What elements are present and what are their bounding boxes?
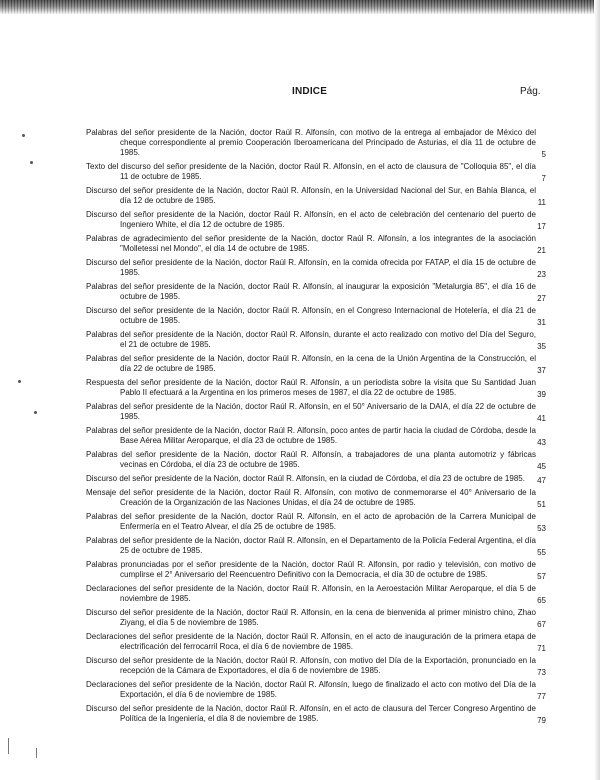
toc-entry-page-number: 31 (537, 318, 546, 327)
page-column-label: Pág. (520, 86, 541, 97)
toc-entry-title: Palabras del señor presidente de la Nación, doctor Raúl R. Alfonsín, al inaugurar la exposición "Metalurgia 85", el día 16 de octubre de 1985. (86, 282, 536, 301)
toc-entry-title: Mensaje del señor presidente de la Nación, doctor Raúl R. Alfonsín, con motivo de conmemorarse el 40° Aniversario de la Creación de la Organización de las Naciones Unidas, el día 24 de octubre de 1985. (86, 488, 536, 507)
toc-entry-page-number: 39 (537, 390, 546, 399)
toc-entry-title: Declaraciones del señor presidente de la Nación, doctor Raúl R. Alfonsín, en el acto de inauguración de la primera etapa de electrificación del ferrocarril Roca, el día 6 de noviembre de 1985. (86, 632, 536, 651)
toc-entry-page-number: 67 (537, 620, 546, 629)
toc-entry-page-number: 71 (537, 644, 546, 653)
crop-mark (8, 738, 9, 754)
toc-entry (86, 680, 546, 700)
toc-entry-title: Declaraciones del señor presidente de la Nación, doctor Raúl R. Alfonsín, luego de finalizado el acto con motivo del Día de la Exportación, el día 6 de noviembre de 1985. (86, 680, 536, 699)
toc-entry-title: Palabras del señor presidente de la Nación, doctor Raúl R. Alfonsín, durante el acto realizado con motivo del Día del Seguro, el 21 de octubre de 1985. (86, 330, 536, 349)
toc-entry (86, 282, 546, 302)
toc-entry-title: Palabras pronunciadas por el señor presidente de la Nación, doctor Raúl R. Alfonsín, por radio y televisión, con motivo de cumplirse el 2° Aniversario del Reencuentro Definitivo con la Democracia, el día 30 de octubre de 1985. (86, 560, 536, 579)
toc-entry (86, 162, 546, 182)
toc-entry (86, 306, 546, 326)
toc-entry-page-number: 77 (537, 692, 546, 701)
toc-entry-page-number: 35 (537, 342, 546, 351)
toc-entry (86, 402, 546, 422)
toc-entry-page-number: 43 (537, 438, 546, 447)
toc-entry-page-number: 73 (537, 668, 546, 677)
toc-entry-title: Palabras del señor presidente de la Nación, doctor Raúl R. Alfonsín, con motivo de la entrega al embajador de México del cheque correspondiente al premio Cooperación Iberoamericana del Principado de Asturias, el día 11 de octubre de 1985. (86, 128, 536, 157)
toc-entry-page-number: 11 (537, 198, 546, 207)
toc-entry-page-number: 45 (537, 462, 546, 471)
toc-entry-title: Palabras del señor presidente de la Nación, doctor Raúl R. Alfonsín, en la cena de la Unión Argentina de la Construcción, el día 22 de octubre de 1985. (86, 354, 536, 373)
toc-entry-page-number: 27 (537, 294, 546, 303)
toc-entry-title: Discurso del señor presidente de la Nación, doctor Raúl R. Alfonsín, en la comida ofrecida por FATAP, el día 15 de octubre de 1985. (86, 258, 536, 277)
toc-entry-page-number: 17 (537, 222, 546, 231)
toc-entry-page-number: 47 (537, 476, 546, 485)
toc-entry-page-number: 7 (541, 174, 546, 183)
toc-entry-title: Declaraciones del señor presidente de la Nación, doctor Raúl R. Alfonsín, en la Aeroestación Militar Aeroparque, el día 5 de noviembre de 1985. (86, 584, 536, 603)
toc-entry (86, 474, 546, 484)
toc-entry-title: Palabras del señor presidente de la Nación, doctor Raúl R. Alfonsín, a trabajadores de una planta automotriz y fábricas vecinas en Córdoba, el día 23 de octubre de 1985. (86, 450, 536, 469)
toc-entry-page-number: 79 (537, 716, 546, 725)
margin-speck (22, 134, 25, 137)
toc-entry-title: Texto del discurso del señor presidente de la Nación, doctor Raúl R. Alfonsín, en el acto de clausura de "Colloquia 85", el día 11 de octubre de 1985. (86, 162, 536, 181)
toc-entry-page-number: 21 (537, 246, 546, 255)
toc-entry-page-number: 23 (537, 270, 546, 279)
toc-entry (86, 354, 546, 374)
toc-entry-title: Discurso del señor presidente de la Nación, doctor Raúl R. Alfonsín, en el Congreso Internacional de Hotelería, el día 21 de octubre de 1985. (86, 306, 536, 325)
toc-entry-title: Respuesta del señor presidente de la Nación, doctor Raúl R. Alfonsín, a un periodista sobre la visita que Su Santidad Juan Pablo II efectuará a la Argentina en los primeros meses de 1987, el día 22 de octubre de 1985. (86, 378, 536, 397)
toc-entry (86, 560, 546, 580)
toc-entry (86, 656, 546, 676)
toc-entry (86, 128, 546, 158)
margin-speck (18, 380, 21, 383)
toc-entry-page-number: 41 (537, 414, 546, 423)
toc-entry-page-number: 53 (537, 524, 546, 533)
toc-entry-title: Discurso del señor presidente de la Nación, doctor Raúl R. Alfonsín, en el acto de celebración del centenario del puerto de Ingeniero White, el día 12 de octubre de 1985. (86, 210, 536, 229)
toc-entry (86, 258, 546, 278)
toc-entry (86, 378, 546, 398)
toc-entry (86, 512, 546, 532)
margin-speck (30, 161, 33, 164)
toc-entry-title: Palabras del señor presidente de la Nación, doctor Raúl R. Alfonsín, poco antes de partir hacia la ciudad de Córdoba, desde la Base Aérea Militar Aeroparque, el día 23 de octubre de 1985. (86, 426, 536, 445)
toc-entry-title: Palabras del señor presidente de la Nación, doctor Raúl R. Alfonsín, en el Departamento de la Policía Federal Argentina, el día 25 de octubre de 1985. (86, 536, 536, 555)
toc-entry-page-number: 5 (541, 150, 546, 159)
toc-entry-title: Discurso del señor presidente de la Nación, doctor Raúl R. Alfonsín, en la ciudad de Córdoba, el día 23 de octubre de 1985. (86, 474, 525, 483)
toc-entry-title: Discurso del señor presidente de la Nación, doctor Raúl R. Alfonsín, en la Universidad Nacional del Sur, en Bahía Blanca, el día 12 de octubre de 1985. (86, 186, 536, 205)
scan-edge-right (594, 0, 600, 780)
toc-entry-page-number: 37 (537, 366, 546, 375)
toc-entry-page-number: 57 (537, 572, 546, 581)
toc-entry-page-number: 55 (537, 548, 546, 557)
margin-speck (34, 411, 37, 414)
toc-entry-title: Palabras del señor presidente de la Nación, doctor Raúl R. Alfonsín, en el 50° Aniversario de la DAIA, el día 22 de octubre de 1985. (86, 402, 536, 421)
toc-entry (86, 186, 546, 206)
scan-edge-top (0, 0, 600, 14)
toc-entry (86, 488, 546, 508)
crop-mark (36, 748, 37, 758)
page-title: INDICE (292, 86, 328, 97)
toc-entry-page-number: 65 (537, 596, 546, 605)
toc-entry-page-number: 51 (537, 500, 546, 509)
toc-entry-title: Palabras del señor presidente de la Nación, doctor Raúl R. Alfonsín, en el acto de aprobación de la Carrera Municipal de Enfermería en el Teatro Alvear, el día 25 de octubre de 1985. (86, 512, 536, 531)
toc-entry (86, 704, 546, 724)
toc-entry (86, 584, 546, 604)
toc-entry (86, 608, 546, 628)
table-of-contents (86, 128, 546, 724)
toc-entry (86, 450, 546, 470)
toc-entry (86, 632, 546, 652)
toc-entry (86, 536, 546, 556)
toc-entry (86, 426, 546, 446)
toc-entry-title: Discurso del señor presidente de la Nación, doctor Raúl R. Alfonsín, con motivo del Día de la Exportación, pronunciado en la recepción de la Cámara de Exportadores, el día 6 de noviembre de 1985. (86, 656, 536, 675)
toc-entry-title: Discurso del señor presidente de la Nación, doctor Raúl R. Alfonsín, en el acto de clausura del Tercer Congreso Argentino de Política de la Ingeniería, el día 8 de noviembre de 1985. (86, 704, 536, 723)
toc-entry (86, 210, 546, 230)
toc-entry-title: Palabras de agradecimiento del señor presidente de la Nación, doctor Raúl R. Alfonsín, a los integrantes de la asociación "Molletessi nel Mondo", el día 14 de octubre de 1985. (86, 234, 536, 253)
toc-entry (86, 234, 546, 254)
toc-entry (86, 330, 546, 350)
toc-entry-title: Discurso del señor presidente de la Nación, doctor Raúl R. Alfonsín, en la cena de bienvenida al primer ministro chino, Zhao Ziyang, el día 5 de noviembre de 1985. (86, 608, 536, 627)
